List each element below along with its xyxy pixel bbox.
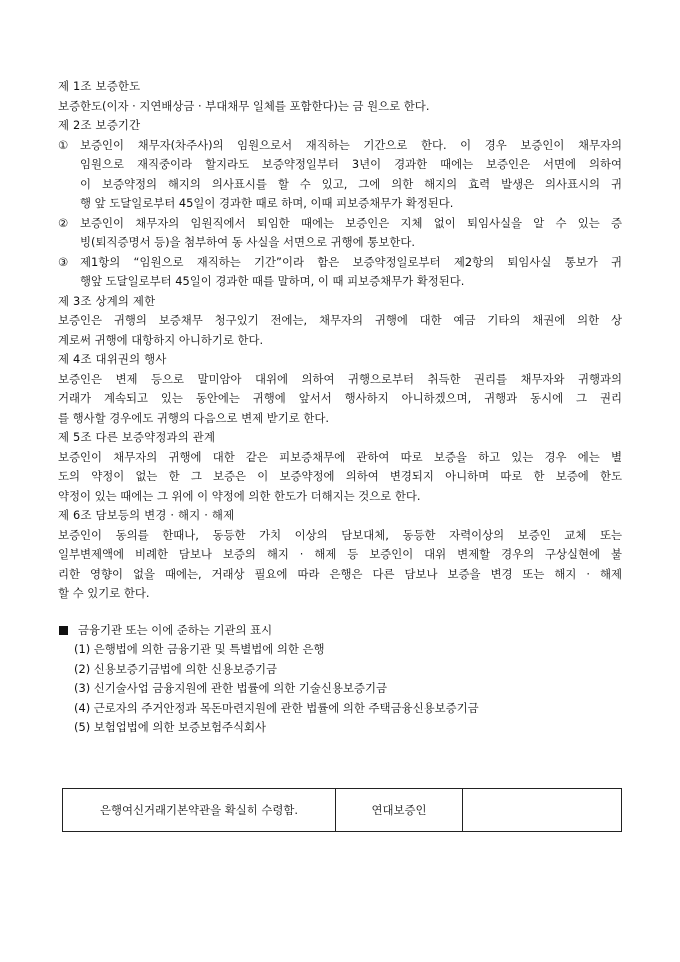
article-6-line: 보증인이 동의를 한때나, 동등한 가치 이상의 담보대체, 동등한 자력이상의 보증인 교체 또는 — [58, 527, 622, 542]
institution-item: (4) 근로자의 주거안정과 목돈마련지원에 관한 법률에 의한 주택금융신용보증기금 — [74, 700, 479, 715]
article-1-text — [58, 97, 622, 117]
article-3-text — [58, 311, 622, 350]
article-4-title: 제 4조 대위권의 행사 — [58, 352, 167, 366]
clause-line: 임원으로 재직중이라 할지라도 보증약정일부터 3년이 경과한 때에는 보증인은 서면에 의하여 — [80, 157, 622, 171]
article-3-line: 계로써 귀행에 대항하지 아니하기로 한다. — [58, 332, 264, 347]
article-2-title: 제 2조 보증기간 — [58, 118, 141, 132]
square-bullet-icon — [59, 626, 68, 635]
article-2-clause-1 — [58, 136, 622, 214]
clause-marker: ① — [58, 137, 69, 152]
receipt-statement: 은행여신거래기본약관을 확실히 수령함. — [100, 803, 298, 817]
clause-line: 보증인이 채무자(차주사)의 임원으로서 재직하는 기간으로 한다. 이 경우 보증인이 채무자의 — [80, 137, 622, 152]
article-6-title: 제 6조 담보등의 변경 · 해지 · 해제 — [58, 508, 235, 522]
article-4-text — [58, 370, 622, 429]
article-5-title: 제 5조 다른 보증약정과의 관계 — [58, 430, 216, 444]
institution-item: (3) 신기술사업 금융지원에 관한 법률에 의한 기술신용보증기금 — [74, 681, 387, 695]
signature-table — [62, 788, 622, 832]
document-body — [58, 77, 622, 738]
clause-line: 보증인이 채무자의 임원직에서 퇴임한 때에는 보증인은 지체 없이 퇴임사실을 알 수 있는 증 — [80, 215, 622, 230]
article-1-title: 제 1조 보증한도 — [58, 79, 141, 93]
article-5-line: 도의 약정이 없는 한 그 보증은 이 보증약정에 의하여 변경되지 아니하며 따로 한 보증에 한도 — [58, 469, 622, 483]
clause-line: 행 앞 도달일로부터 45일이 경과한 때로 하며, 이때 피보증채무가 확정된다. — [80, 196, 454, 210]
article-5-line: 보증인이 채무자의 귀행에 대한 같은 피보증채무에 관하여 따로 보증을 하고 있는 경우 에는 별 — [58, 449, 622, 464]
institutions-section-title — [58, 621, 622, 641]
institution-item: (2) 신용보증기금법에 의한 신용보증기금 — [74, 661, 278, 676]
article-6-line: 할 수 있기로 한다. — [58, 586, 150, 600]
institution-item: (1) 은행법에 의한 금융기관 및 특별법에 의한 은행 — [74, 642, 325, 656]
article-2-clause-3 — [58, 253, 622, 292]
article-3-line: 보증인은 귀행의 보증채무 청구있기 전에는, 채무자의 귀행에 대한 예금 기타의 채권에 의한 상 — [58, 313, 622, 327]
article-4-line: 를 행사할 경우에도 귀행의 다음으로 변제 받기로 한다. — [58, 410, 330, 425]
receipt-statement-cell — [63, 789, 336, 831]
article-3-title: 제 3조 상계의 제한 — [58, 293, 156, 308]
article-6-line: 리한 영향이 없을 때에는, 거래상 필요에 따라 은행은 다른 담보나 보증을 변경 또는 해지 · 해제 — [58, 566, 622, 581]
clause-marker: ③ — [58, 254, 69, 269]
institutions-title-text: 금융기관 또는 이에 준하는 기관의 표시 — [78, 622, 273, 637]
clause-line: 행앞 도달일로부터 45일이 경과한 때를 말하며, 이 때 피보증채무가 확정된다. — [80, 274, 465, 288]
clause-marker: ② — [58, 215, 69, 230]
article-6-line: 일부변제액에 비례한 담보나 보증의 해지 · 해제 등 보증인이 대위 변제할 경우의 구상실현에 불 — [58, 547, 622, 561]
article-4-line: 보증인은 변제 등으로 말미암아 대위에 의하여 귀행으로부터 취득한 권리를 채무자와 귀행과의 — [58, 371, 622, 386]
clause-line: 빙(퇴직증명서 등)을 첨부하여 동 사실을 서면으로 귀행에 통보한다. — [80, 235, 415, 249]
article-5-line: 약정이 있는 때에는 그 위에 이 약정에 의한 한도가 더해지는 것으로 한다. — [58, 488, 421, 503]
guarantor-label-cell — [336, 789, 463, 831]
signature-cell[interactable] — [463, 789, 621, 831]
article-5-text — [58, 448, 622, 507]
institution-item: (5) 보험업법에 의한 보증보험주식회사 — [74, 720, 267, 734]
guarantor-label: 연대보증인 — [371, 803, 427, 817]
article-4-line: 거래가 계속되고 있는 동안에는 귀행에 앞서서 행사하지 아니하겠으며, 귀행과 동시에 그 권리 — [58, 391, 622, 405]
clause-line: 제1항의 “임원으로 재직하는 기간”이라 함은 보증약정일로부터 제2항의 퇴임사실 통보가 귀 — [80, 254, 622, 269]
article-1-line: 보증한도(이자 · 지연배상금 · 부대채무 일체를 포함한다)는 금 원으로 한다. — [58, 98, 430, 113]
clause-line: 이 보증약정의 해지의 의사표시를 할 수 있고, 그에 의한 해지의 효력 발생은 의사표시의 귀 — [80, 176, 622, 191]
article-6-text — [58, 526, 622, 604]
article-2-clause-2 — [58, 214, 622, 253]
